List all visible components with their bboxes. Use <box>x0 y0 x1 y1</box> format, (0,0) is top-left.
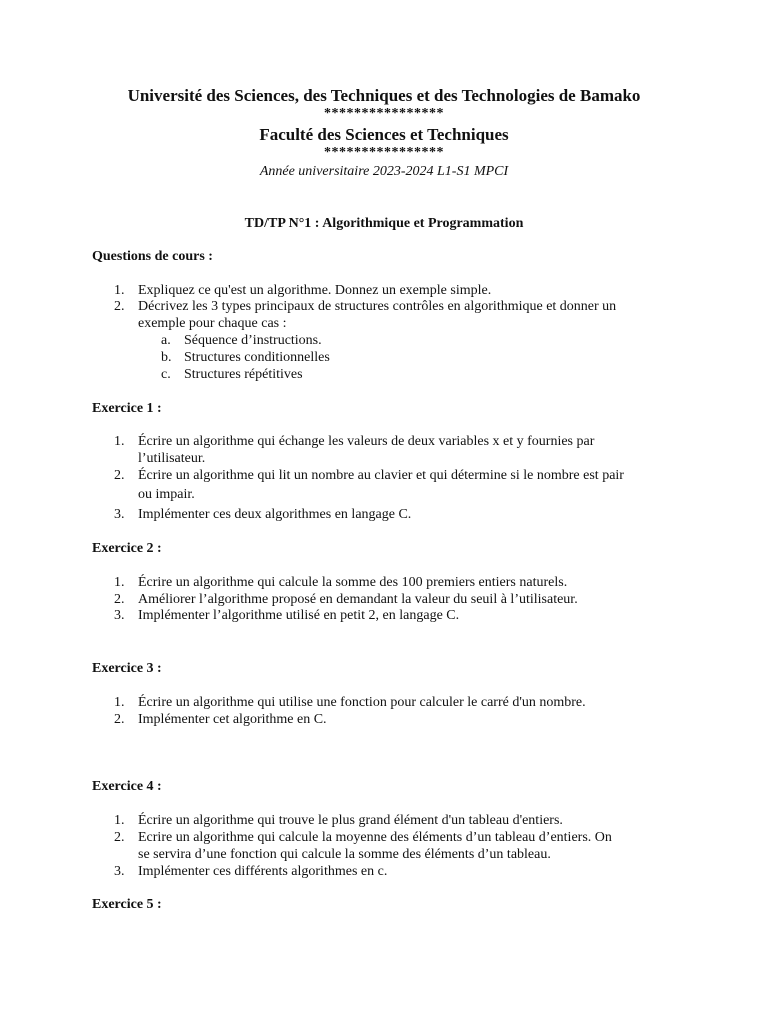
list-item-number: 2. <box>114 299 125 314</box>
list-item-number: 1. <box>114 434 125 449</box>
sub-item-letter: c. <box>161 367 171 382</box>
list-item-text: Ecrire un algorithme qui calcule la moyenne des éléments d’un tableau d’entiers. On <box>138 830 612 845</box>
list-item-number: 3. <box>114 608 125 623</box>
section-heading-exercise-3: Exercice 3 : <box>92 661 162 676</box>
list-item-text: Décrivez les 3 types principaux de structures contrôles en algorithmique et donner un <box>138 299 617 314</box>
sub-item-text: Séquence d’instructions. <box>184 333 322 348</box>
list-item-number: 1. <box>114 695 125 710</box>
list-item-text: se servira d’une fonction qui calcule la somme des éléments d’un tableau. <box>138 847 551 862</box>
list-item-text: Améliorer l’algorithme proposé en demandant la valeur du seuil à l’utilisateur. <box>138 592 578 607</box>
sub-item-text: Structures conditionnelles <box>184 350 330 365</box>
list-item-text: Implémenter l’algorithme utilisé en petit 2, en langage C. <box>138 608 460 623</box>
sub-item-letter: b. <box>161 350 172 365</box>
list-item-text: l’utilisateur. <box>138 451 206 466</box>
list-item-text: ou impair. <box>138 487 195 502</box>
section-heading-exercise-1: Exercice 1 : <box>92 401 162 416</box>
list-item-text: Écrire un algorithme qui utilise une fonction pour calculer le carré d'un nombre. <box>138 695 586 710</box>
list-item-number: 1. <box>114 813 125 828</box>
university-title: Université des Sciences, des Techniques et des Technologies de Bamako <box>127 86 641 105</box>
separator-stars: **************** <box>324 145 444 160</box>
list-item-text: Implémenter ces différents algorithmes en c. <box>138 864 388 879</box>
section-heading-exercise-5: Exercice 5 : <box>92 897 162 912</box>
list-item-text: Implémenter ces deux algorithmes en langage C. <box>138 507 412 522</box>
list-item-number: 3. <box>114 507 125 522</box>
section-heading-questions: Questions de cours : <box>92 249 213 264</box>
separator-stars: **************** <box>324 106 444 121</box>
list-item-number: 3. <box>114 864 125 879</box>
list-item-text: exemple pour chaque cas : <box>138 316 287 331</box>
list-item-text: Implémenter cet algorithme en C. <box>138 712 327 727</box>
list-item-text: Écrire un algorithme qui calcule la somme des 100 premiers entiers naturels. <box>138 575 568 590</box>
list-item-number: 2. <box>114 468 125 483</box>
list-item-number: 2. <box>114 592 125 607</box>
list-item-number: 2. <box>114 712 125 727</box>
sub-item-letter: a. <box>161 333 171 348</box>
list-item-text: Écrire un algorithme qui lit un nombre au clavier et qui détermine si le nombre est pair <box>138 468 624 483</box>
list-item-number: 2. <box>114 830 125 845</box>
section-heading-exercise-2: Exercice 2 : <box>92 541 162 556</box>
sub-item-text: Structures répétitives <box>184 367 303 382</box>
list-item-number: 1. <box>114 283 125 298</box>
document-title: TD/TP N°1 : Algorithmique et Programmation <box>244 216 524 231</box>
list-item-text: Écrire un algorithme qui trouve le plus grand élément d'un tableau d'entiers. <box>138 813 563 828</box>
list-item-text: Écrire un algorithme qui échange les valeurs de deux variables x et y fournies par <box>138 434 595 449</box>
list-item-text: Expliquez ce qu'est un algorithme. Donnez un exemple simple. <box>138 283 492 298</box>
academic-year: Année universitaire 2023-2024 L1-S1 MPCI <box>259 164 509 179</box>
section-heading-exercise-4: Exercice 4 : <box>92 779 162 794</box>
faculty-title: Faculté des Sciences et Techniques <box>259 125 509 144</box>
list-item-number: 1. <box>114 575 125 590</box>
